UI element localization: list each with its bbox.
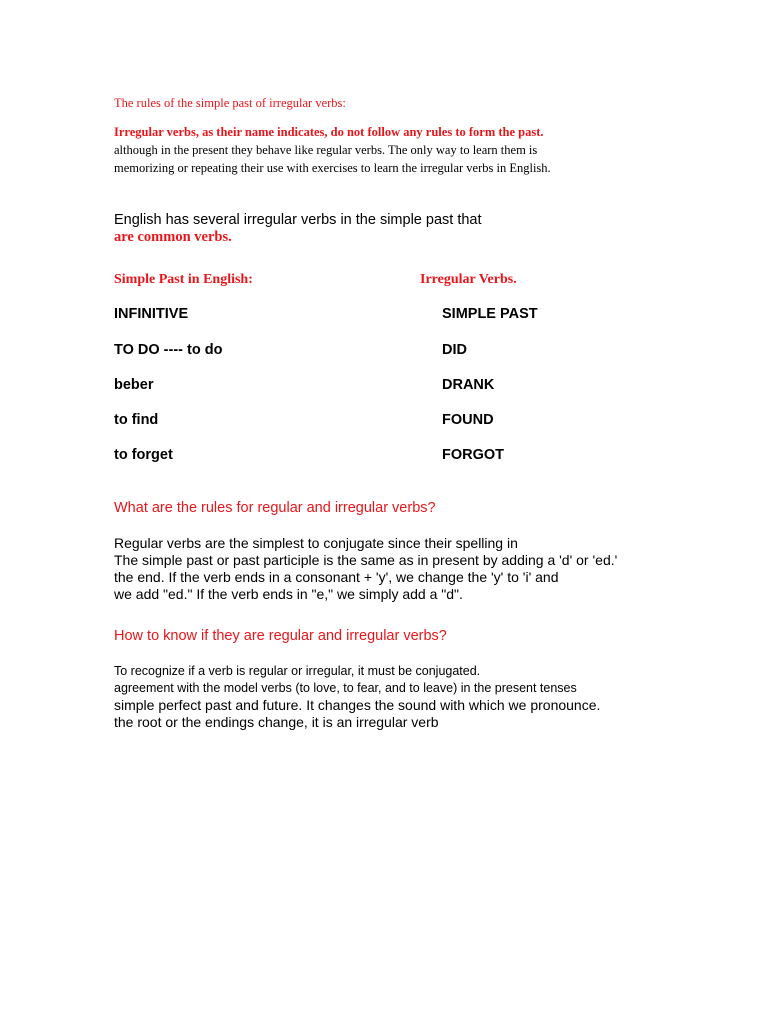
intro-line: although in the present they behave like regular verbs. The only way to learn them is xyxy=(114,143,538,157)
verb-table-cell-infinitive: TO DO ---- to do xyxy=(114,342,223,358)
section-question: How to know if they are regular and irregular verbs? xyxy=(114,628,447,644)
english-line: English has several irregular verbs in the simple past that xyxy=(114,212,482,228)
column-heading-left: Simple Past in English: xyxy=(114,272,253,287)
intro-lead: Irregular verbs, as their name indicates, do not follow any rules to form the past. xyxy=(114,125,544,139)
section-paragraph xyxy=(114,535,617,603)
verb-table-cell-past: FOUND xyxy=(442,412,494,428)
verb-table-cell-past: DID xyxy=(442,342,467,358)
paragraph-line: simple perfect past and future. It changes the sound with which we pronounce. xyxy=(114,697,601,713)
paragraph-line: we add "ed." If the verb ends in "e," we simply add a "d". xyxy=(114,586,463,602)
verb-table-cell-infinitive: to find xyxy=(114,412,159,428)
english-line-highlight: are common verbs. xyxy=(114,229,232,245)
section-paragraph xyxy=(114,663,600,731)
intro-paragraph xyxy=(114,123,551,177)
verb-table-cell-infinitive: beber xyxy=(114,377,154,393)
column-heading-right: Irregular Verbs. xyxy=(420,272,517,287)
paragraph-line: Regular verbs are the simplest to conjugate since their spelling in xyxy=(114,535,518,551)
paragraph-line: To recognize if a verb is regular or irregular, it must be conjugated. xyxy=(114,664,481,678)
english-block xyxy=(114,212,482,246)
paragraph-line: agreement with the model verbs (to love, to fear, and to leave) in the present tenses xyxy=(114,681,577,695)
section-question: What are the rules for regular and irregular verbs? xyxy=(114,500,436,516)
paragraph-line: the root or the endings change, it is an irregular verb xyxy=(114,714,439,730)
document-title: The rules of the simple past of irregular verbs: xyxy=(114,96,346,110)
paragraph-line: the end. If the verb ends in a consonant + 'y', we change the 'y' to 'i' and xyxy=(114,569,559,585)
verb-table-header-infinitive: INFINITIVE xyxy=(114,306,189,322)
verb-table-header-simple-past: SIMPLE PAST xyxy=(442,306,538,322)
intro-line: memorizing or repeating their use with exercises to learn the irregular verbs in English. xyxy=(114,161,551,175)
verb-table-cell-past: DRANK xyxy=(442,377,495,393)
paragraph-line: The simple past or past participle is the same as in present by adding a 'd' or 'ed.' xyxy=(114,552,618,568)
verb-table-cell-past: FORGOT xyxy=(442,447,505,463)
verb-table-cell-infinitive: to forget xyxy=(114,447,173,463)
